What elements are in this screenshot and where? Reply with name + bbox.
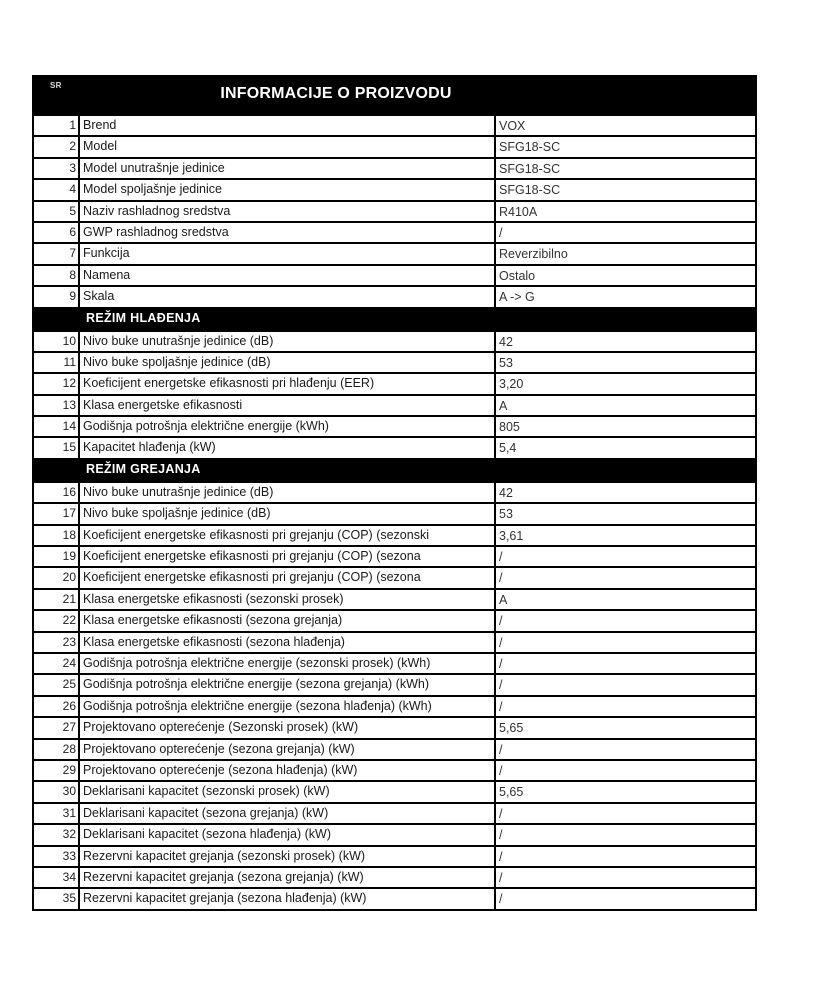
row-value: A -> G xyxy=(499,290,535,305)
table-row xyxy=(34,436,755,457)
table-row xyxy=(34,524,755,545)
row-label: Godišnja potrošnja električne energije (sezonski prosek) (kWh) xyxy=(80,654,496,673)
table-row xyxy=(34,759,755,780)
row-value: / xyxy=(499,892,503,907)
row-label: Nivo buke spoljašnje jedinice (dB) xyxy=(80,504,496,523)
table-row xyxy=(34,415,755,436)
row-label: Nivo buke unutrašnje jedinice (dB) xyxy=(80,332,496,351)
table-row xyxy=(34,631,755,652)
row-value: VOX xyxy=(499,119,526,133)
row-number: 24 xyxy=(34,654,80,673)
table-row xyxy=(34,157,755,178)
table-row xyxy=(34,716,755,737)
table-row xyxy=(34,135,755,156)
row-label: Naziv rashladnog sredstva xyxy=(80,202,496,221)
row-value: / xyxy=(499,656,503,671)
row-number: 3 xyxy=(34,159,80,178)
row-number: 20 xyxy=(34,568,80,587)
row-label: Koeficijent energetske efikasnosti pri grejanju (COP) (sezona xyxy=(80,568,496,587)
table-row xyxy=(34,780,755,801)
row-number: 33 xyxy=(34,847,80,866)
row-label: Skala xyxy=(80,287,496,306)
row-label: Deklarisani kapacitet (sezona hlađenja) (kW) xyxy=(80,825,496,844)
row-number: 2 xyxy=(34,137,80,156)
row-label: Model xyxy=(80,137,496,156)
row-number: 9 xyxy=(34,287,80,306)
row-label: Funkcija xyxy=(80,244,496,263)
row-value: / xyxy=(499,742,503,757)
row-number: 31 xyxy=(34,804,80,823)
table-row xyxy=(34,609,755,630)
table-row xyxy=(34,285,755,306)
row-value: 42 xyxy=(499,485,513,500)
row-value: SFG18-SC xyxy=(499,161,561,176)
row-label: Rezervni kapacitet grejanja (sezona grejanja) (kW) xyxy=(80,868,496,887)
row-number: 5 xyxy=(34,202,80,221)
table-row xyxy=(34,330,755,351)
row-label: Klasa energetske efikasnosti xyxy=(80,396,496,415)
row-number: 17 xyxy=(34,504,80,523)
row-number: 34 xyxy=(34,868,80,887)
row-number: 15 xyxy=(34,438,80,457)
row-value: 53 xyxy=(499,355,513,370)
table-row xyxy=(34,178,755,199)
row-label: Klasa energetske efikasnosti (sezonski prosek) xyxy=(80,590,496,609)
row-label: Kapacitet hlađenja (kW) xyxy=(80,438,496,457)
row-number: 23 xyxy=(34,633,80,652)
row-label: Namena xyxy=(80,266,496,285)
table-row xyxy=(34,264,755,285)
row-label: Deklarisani kapacitet (sezonski prosek) (kW) xyxy=(80,782,496,801)
row-number: 1 xyxy=(34,116,80,135)
row-label: Projektovano opterećenje (sezona hlađenja) (kW) xyxy=(80,761,496,780)
row-label: Koeficijent energetske efikasnosti pri grejanju (COP) (sezonski xyxy=(80,526,496,545)
row-number: 21 xyxy=(34,590,80,609)
row-label: Model unutrašnje jedinice xyxy=(80,159,496,178)
row-label: Rezervni kapacitet grejanja (sezona hlađenja) (kW) xyxy=(80,889,496,908)
row-label: GWP rashladnog sredstva xyxy=(80,223,496,242)
section-header-cooling xyxy=(34,307,755,330)
row-label: Projektovano opterećenje (sezona grejanja) (kW) xyxy=(80,740,496,759)
cooling-section xyxy=(34,330,755,458)
row-value: / xyxy=(499,225,503,240)
table-row xyxy=(34,221,755,242)
table-row xyxy=(34,738,755,759)
table-row xyxy=(34,823,755,844)
row-value: / xyxy=(499,849,503,864)
table-row xyxy=(34,242,755,263)
table-row xyxy=(34,351,755,372)
row-value: 53 xyxy=(499,507,513,522)
row-number: 7 xyxy=(34,244,80,263)
row-label: Rezervni kapacitet grejanja (sezonski prosek) (kW) xyxy=(80,847,496,866)
row-label: Koeficijent energetske efikasnosti pri hlađenju (EER) xyxy=(80,374,496,393)
table-row xyxy=(34,845,755,866)
table-row xyxy=(34,695,755,716)
row-value: / xyxy=(499,699,503,714)
section-header-heating xyxy=(34,458,755,481)
row-value: 805 xyxy=(499,420,520,435)
row-number: 6 xyxy=(34,223,80,242)
row-value: 3,20 xyxy=(499,377,524,392)
section-title: REŽIM HLAĐENJA xyxy=(86,310,201,325)
row-value: / xyxy=(499,571,503,586)
row-label: Godišnja potrošnja električne energije (sezona hlađenja) (kWh) xyxy=(80,697,496,716)
row-number: 35 xyxy=(34,889,80,908)
table-header xyxy=(34,77,755,114)
row-number: 19 xyxy=(34,547,80,566)
table-row xyxy=(34,652,755,673)
row-number: 18 xyxy=(34,526,80,545)
table-title: INFORMACIJE O PROIZVODU xyxy=(220,85,452,102)
row-number: 13 xyxy=(34,396,80,415)
row-value: Ostalo xyxy=(499,268,536,283)
row-value: / xyxy=(499,614,503,629)
table-row xyxy=(34,502,755,523)
row-label: Projektovano opterećenje (Sezonski prosek) (kW) xyxy=(80,718,496,737)
row-number: 22 xyxy=(34,611,80,630)
table-row xyxy=(34,802,755,823)
table-row xyxy=(34,372,755,393)
row-number: 29 xyxy=(34,761,80,780)
table-row xyxy=(34,114,755,135)
row-number: 27 xyxy=(34,718,80,737)
row-value: A xyxy=(499,398,508,413)
row-number: 32 xyxy=(34,825,80,844)
row-value: / xyxy=(499,806,503,821)
row-value: 3,61 xyxy=(499,528,524,543)
heating-section xyxy=(34,481,755,909)
row-number: 28 xyxy=(34,740,80,759)
row-number: 16 xyxy=(34,483,80,502)
row-label: Deklarisani kapacitet (sezona grejanja) (kW) xyxy=(80,804,496,823)
table-row xyxy=(34,481,755,502)
table-row xyxy=(34,200,755,221)
row-number: 12 xyxy=(34,374,80,393)
row-value: / xyxy=(499,870,503,885)
row-label: Koeficijent energetske efikasnosti pri grejanju (COP) (sezona xyxy=(80,547,496,566)
row-value: SFG18-SC xyxy=(499,140,561,155)
language-code: SR xyxy=(50,81,62,90)
row-value: / xyxy=(499,550,503,565)
row-label: Klasa energetske efikasnosti (sezona hlađenja) xyxy=(80,633,496,652)
general-section xyxy=(34,114,755,307)
row-number: 4 xyxy=(34,180,80,199)
row-number: 8 xyxy=(34,266,80,285)
table-row xyxy=(34,566,755,587)
row-number: 25 xyxy=(34,675,80,694)
row-value: 5,65 xyxy=(499,785,524,800)
row-value: 42 xyxy=(499,334,513,349)
row-number: 26 xyxy=(34,697,80,716)
row-label: Godišnja potrošnja električne energije (kWh) xyxy=(80,417,496,436)
row-value: Reverzibilno xyxy=(499,247,568,262)
table-row xyxy=(34,545,755,566)
table-row xyxy=(34,394,755,415)
row-label: Model spoljašnje jedinice xyxy=(80,180,496,199)
table-row xyxy=(34,866,755,887)
table-row xyxy=(34,673,755,694)
row-value: R410A xyxy=(499,204,538,219)
row-label: Nivo buke unutrašnje jedinice (dB) xyxy=(80,483,496,502)
row-number: 14 xyxy=(34,417,80,436)
row-label: Nivo buke spoljašnje jedinice (dB) xyxy=(80,353,496,372)
row-value: / xyxy=(499,635,503,650)
row-value: 5,65 xyxy=(499,721,524,736)
row-value: A xyxy=(499,592,508,607)
row-number: 11 xyxy=(34,353,80,372)
row-value: SFG18-SC xyxy=(499,183,561,198)
row-value: / xyxy=(499,763,503,778)
table-row xyxy=(34,588,755,609)
row-value: / xyxy=(499,828,503,843)
row-label: Godišnja potrošnja električne energije (sezona grejanja) (kWh) xyxy=(80,675,496,694)
section-title: REŽIM GREJANJA xyxy=(86,461,201,476)
row-number: 30 xyxy=(34,782,80,801)
table-row xyxy=(34,887,755,908)
product-info-table xyxy=(32,75,757,911)
row-value: / xyxy=(499,678,503,693)
row-label: Brend xyxy=(80,116,496,135)
row-value: 5,4 xyxy=(499,441,517,456)
row-number: 10 xyxy=(34,332,80,351)
row-label: Klasa energetske efikasnosti (sezona grejanja) xyxy=(80,611,496,630)
